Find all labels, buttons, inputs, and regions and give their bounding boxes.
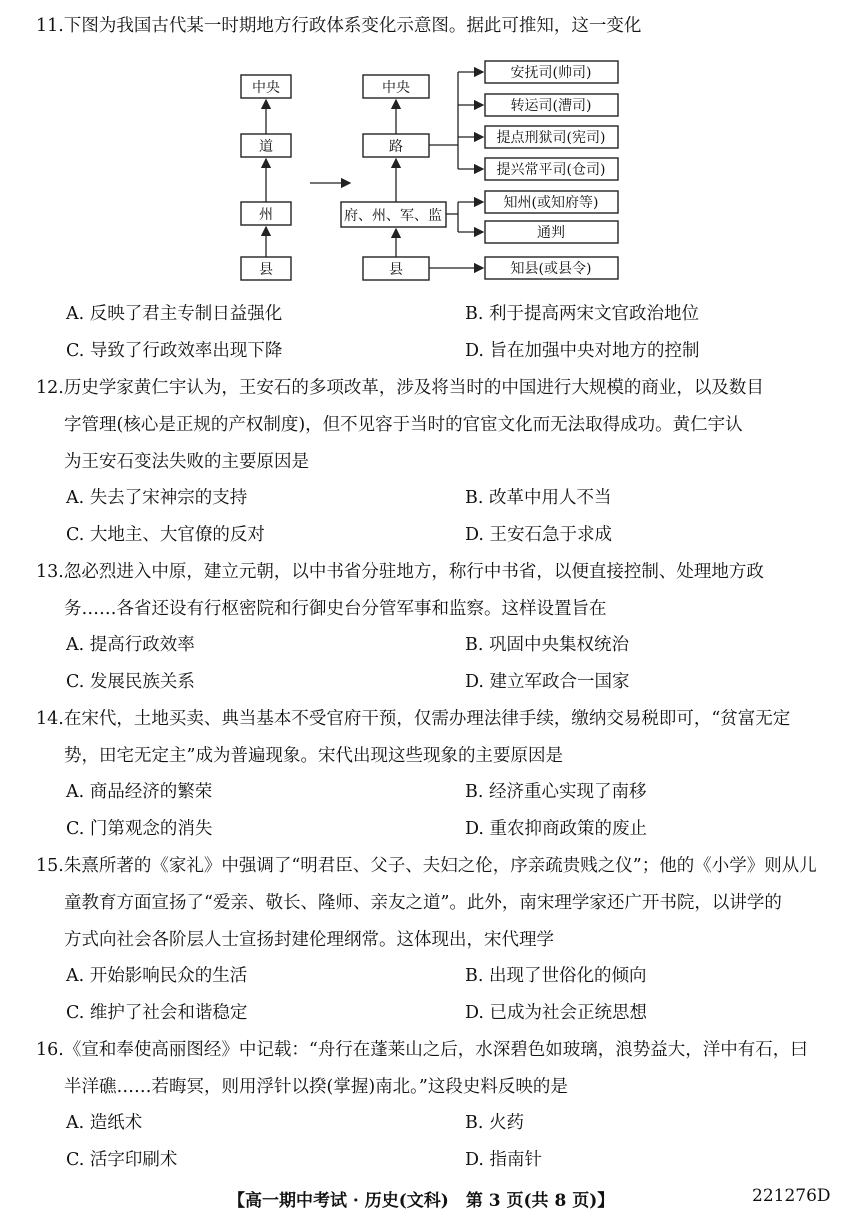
question-12-line-1: 12.历史学家黄仁宇认为，王安石的多项改革，涉及将当时的中国进行大规模的商业，以及数目 bbox=[36, 378, 764, 398]
right-xian-label: 县 bbox=[389, 262, 403, 278]
q12-option-c[interactable]: C. 大地主、大官僚的反对 bbox=[66, 525, 265, 545]
q13-option-c[interactable]: C. 发展民族关系 bbox=[66, 672, 195, 692]
question-text: 下图为我国古代某一时期地方行政体系变化示意图。据此可推知，这一变化 bbox=[63, 16, 642, 36]
administrative-system-diagram bbox=[230, 56, 630, 286]
page-footer-code: 221276D bbox=[752, 1186, 831, 1206]
q13-option-d[interactable]: D. 建立军政合一国家 bbox=[465, 672, 630, 692]
q14-option-d[interactable]: D. 重农抑商政策的废止 bbox=[465, 819, 648, 839]
question-15-line-3: 方式向社会各阶层人士宣扬封建伦理纲常。这体现出，宋代理学 bbox=[64, 930, 554, 950]
fu-branch-2: 通判 bbox=[537, 225, 565, 241]
q14-option-b[interactable]: B. 经济重心实现了南移 bbox=[465, 782, 647, 802]
lu-branch-1: 安抚司(帅司) bbox=[510, 65, 592, 81]
question-number: 12. bbox=[36, 378, 64, 398]
xian-branch: 知县(或县令) bbox=[510, 261, 592, 277]
question-number: 16. bbox=[36, 1040, 64, 1060]
question-number: 14. bbox=[36, 709, 64, 729]
question-11-stem bbox=[36, 14, 641, 38]
page-footer-title: 【高一期中考试 · 历史(文科) 第 3 页(共 8 页)】 bbox=[228, 1191, 615, 1211]
right-central-label: 中央 bbox=[382, 80, 410, 96]
q14-option-c[interactable]: C. 门第观念的消失 bbox=[66, 819, 213, 839]
q11-option-d[interactable]: D. 旨在加强中央对地方的控制 bbox=[465, 341, 700, 361]
q11-option-c[interactable]: C. 导致了行政效率出现下降 bbox=[66, 341, 283, 361]
q15-option-a[interactable]: A. 开始影响民众的生活 bbox=[66, 966, 248, 986]
question-13-line-1: 13.忽必烈进入中原，建立元朝，以中书省分驻地方，称行中书省，以便直接控制、处理地方政 bbox=[36, 562, 764, 582]
q15-option-d[interactable]: D. 已成为社会正统思想 bbox=[465, 1003, 648, 1023]
q16-option-d[interactable]: D. 指南针 bbox=[465, 1150, 543, 1170]
q12-option-a[interactable]: A. 失去了宋神宗的支持 bbox=[66, 488, 248, 508]
q16-option-c[interactable]: C. 活字印刷术 bbox=[66, 1150, 178, 1170]
question-13-line-2: 务……各省还设有行枢密院和行御史台分管军事和监察。这样设置旨在 bbox=[64, 599, 607, 619]
q14-option-a[interactable]: A. 商品经济的繁荣 bbox=[66, 782, 213, 802]
question-12-line-3: 为王安石变法失败的主要原因是 bbox=[64, 452, 309, 472]
question-number: 15. bbox=[36, 856, 64, 876]
question-15-line-1: 15.朱熹所著的《家礼》中强调了“明君臣、父子、夫妇之伦，序亲疏贵贱之仪”；他的《小学》则从儿 bbox=[36, 856, 817, 876]
question-15-line-2: 童教育方面宣扬了“爱亲、敬长、隆师、亲友之道”。此外，南宋理学家还广开书院，以讲学的 bbox=[64, 893, 782, 913]
q11-option-a[interactable]: A. 反映了君主专制日益强化 bbox=[66, 304, 283, 324]
question-12-line-2: 字管理(核心是正规的产权制度)，但不见容于当时的官宦文化而无法取得成功。黄仁宇认 bbox=[64, 415, 743, 435]
q15-option-b[interactable]: B. 出现了世俗化的倾向 bbox=[465, 966, 647, 986]
left-dao-label: 道 bbox=[259, 139, 273, 155]
lu-branch-2: 转运司(漕司) bbox=[510, 98, 592, 114]
lu-branch-3: 提点刑狱司(宪司) bbox=[496, 130, 606, 146]
q16-option-a[interactable]: A. 造纸术 bbox=[66, 1113, 143, 1133]
q11-option-b[interactable]: B. 利于提高两宋文官政治地位 bbox=[465, 304, 699, 324]
q12-option-b[interactable]: B. 改革中用人不当 bbox=[465, 488, 612, 508]
q16-option-b[interactable]: B. 火药 bbox=[465, 1113, 524, 1133]
left-central-label: 中央 bbox=[252, 80, 280, 96]
question-14-line-2: 势，田宅无定主”成为普遍现象。宋代出现这些现象的主要原因是 bbox=[64, 746, 563, 766]
lu-branch-4: 提兴常平司(仓司) bbox=[496, 162, 606, 178]
left-zhou-label: 州 bbox=[259, 207, 273, 223]
right-lu-label: 路 bbox=[389, 139, 403, 155]
question-16-line-1: 16.《宣和奉使高丽图经》中记载：“舟行在蓬莱山之后，水深碧色如玻璃，浪势益大，洋中有石，曰 bbox=[36, 1040, 808, 1060]
q15-option-c[interactable]: C. 维护了社会和谐稳定 bbox=[66, 1003, 248, 1023]
q13-option-b[interactable]: B. 巩固中央集权统治 bbox=[465, 635, 629, 655]
question-number: 13. bbox=[36, 562, 64, 582]
right-fu-label: 府、州、军、监 bbox=[344, 208, 442, 224]
question-16-line-2: 半洋礁……若晦冥，则用浮针以揆(掌握)南北。”这段史料反映的是 bbox=[64, 1077, 568, 1097]
question-14-line-1: 14.在宋代，土地买卖、典当基本不受官府干预，仅需办理法律手续，缴纳交易税即可，“贫富无定 bbox=[36, 709, 791, 729]
q12-option-d[interactable]: D. 王安石急于求成 bbox=[465, 525, 613, 545]
fu-branch-1: 知州(或知府等) bbox=[503, 195, 599, 211]
question-number: 11. bbox=[36, 16, 64, 36]
q13-option-a[interactable]: A. 提高行政效率 bbox=[66, 635, 195, 655]
left-xian-label: 县 bbox=[259, 262, 273, 278]
